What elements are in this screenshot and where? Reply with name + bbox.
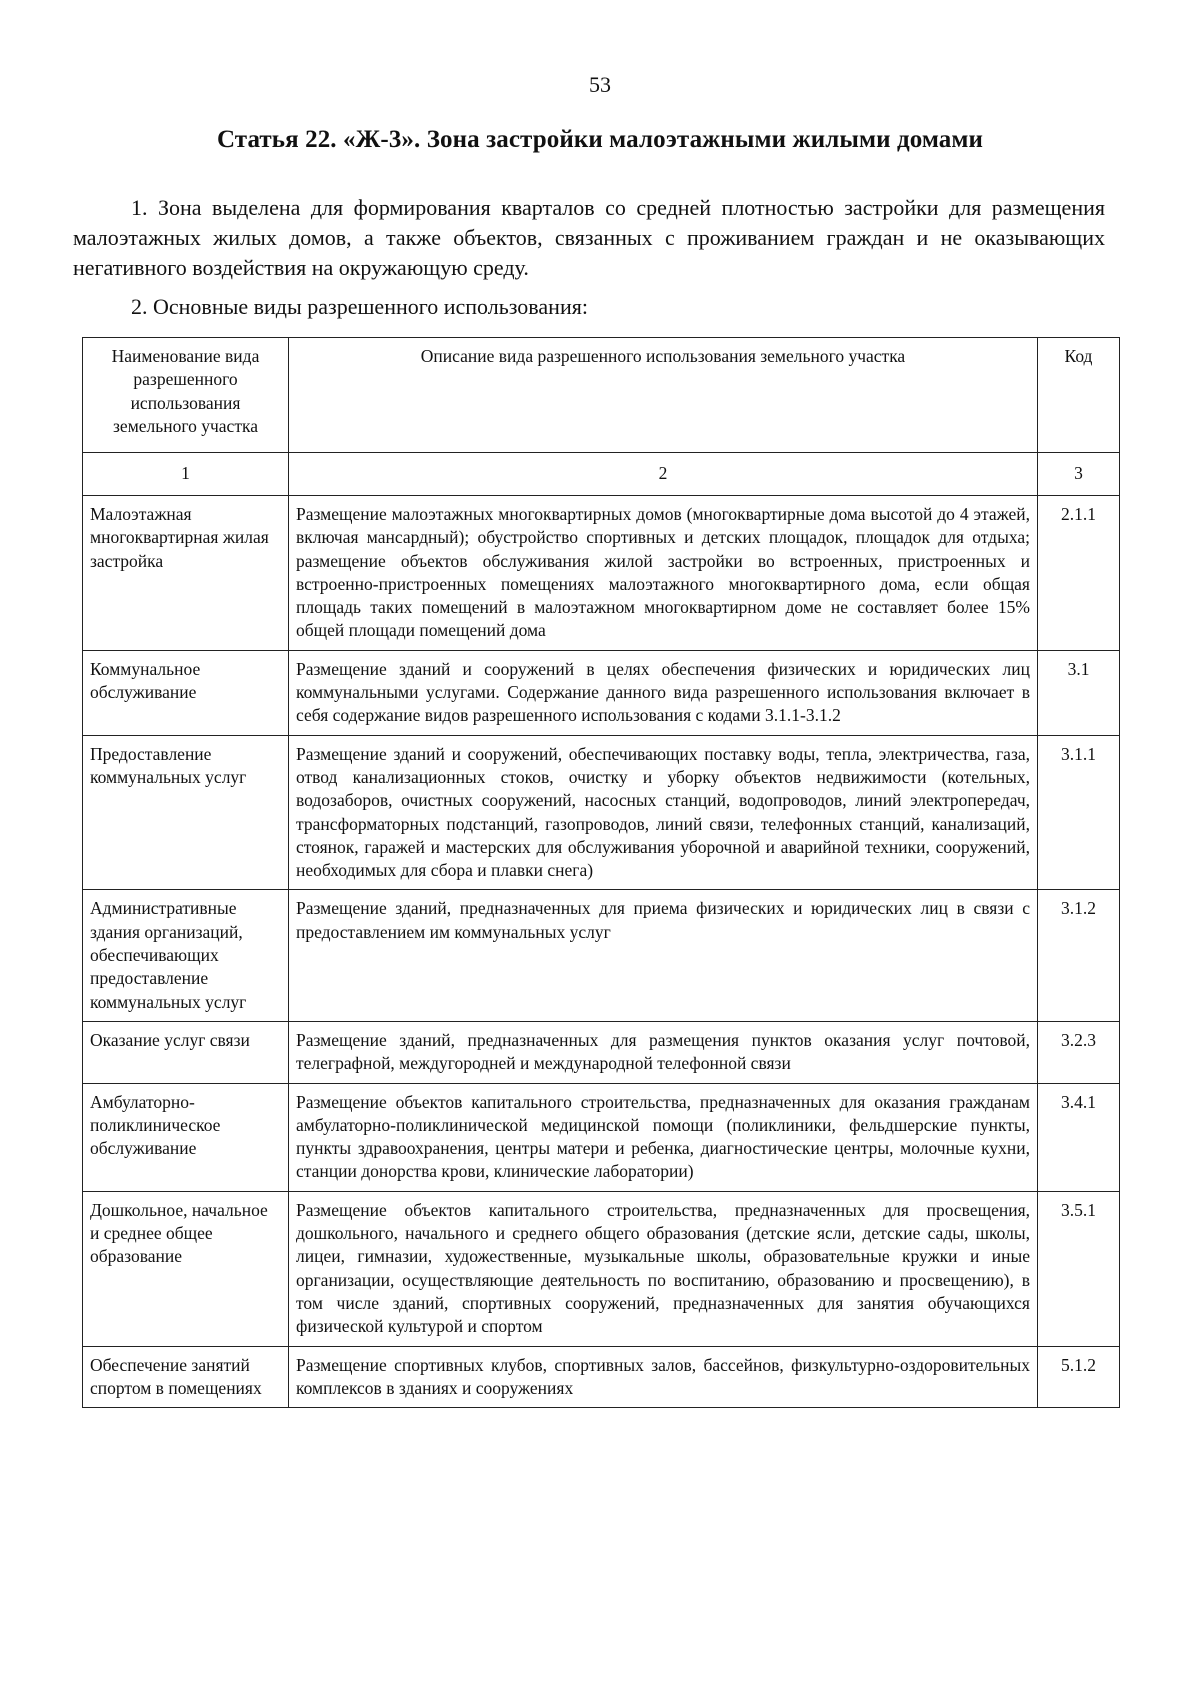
use-code: 2.1.1 bbox=[1038, 496, 1120, 651]
article-title: Статья 22. «Ж-3». Зона застройки малоэтажными жилыми домами bbox=[216, 126, 984, 153]
use-description: Размещение зданий, предназначенных для приема физических и юридических лиц в связи с предоставлением им коммунальных услуг bbox=[289, 890, 1038, 1021]
table-row bbox=[83, 650, 1120, 735]
column-number: 1 bbox=[83, 453, 289, 496]
use-name: Оказание услуг связи bbox=[83, 1021, 289, 1083]
use-code: 3.4.1 bbox=[1038, 1083, 1120, 1191]
use-code: 3.2.3 bbox=[1038, 1021, 1120, 1083]
use-name: Административные здания организаций, обеспечивающих предоставление коммунальных услуг bbox=[83, 890, 289, 1021]
use-name: Дошкольное, начальное и среднее общее образование bbox=[83, 1191, 289, 1346]
table-row bbox=[83, 1083, 1120, 1191]
header-description: Описание вида разрешенного использования земельного участка bbox=[289, 338, 1038, 453]
use-code: 3.5.1 bbox=[1038, 1191, 1120, 1346]
header-name: Наименование вида разрешенного использования земельного участка bbox=[83, 338, 289, 453]
use-description: Размещение зданий и сооружений в целях обеспечения физических и юридических лиц коммунальными услугами. Содержание данного вида разрешенного использования включает в себя содержание видов разрешенного использования с кодами 3.1.1-3.1.2 bbox=[289, 650, 1038, 735]
use-description: Размещение спортивных клубов, спортивных залов, бассейнов, физкультурно-оздоровительных комплексов в зданиях и сооружениях bbox=[289, 1346, 1038, 1408]
table-row bbox=[83, 1021, 1120, 1083]
use-name: Амбулаторно-поликлиническое обслуживание bbox=[83, 1083, 289, 1191]
table-row bbox=[83, 1346, 1120, 1408]
use-code: 3.1 bbox=[1038, 650, 1120, 735]
header-code: Код bbox=[1038, 338, 1120, 453]
use-description: Размещение объектов капитального строительства, предназначенных для оказания гражданам амбулаторно-поликлинической медицинской помощи (поликлиники, фельдшерские пункты, пункты здравоохранения, центры матери и ребенка, диагностические центры, молочные кухни, станции донорства крови, клинические лаборатории) bbox=[289, 1083, 1038, 1191]
use-name: Предоставление коммунальных услуг bbox=[83, 735, 289, 890]
use-name: Коммунальное обслуживание bbox=[83, 650, 289, 735]
use-name: Малоэтажная многоквартирная жилая застройка bbox=[83, 496, 289, 651]
paragraph-zone-purpose: 1. Зона выделена для формирования кварталов со средней плотностью застройки для размещения малоэтажных жилых домов, а также объектов, связанных с проживанием граждан и не оказывающих негативного воздействия на окружающую среду. bbox=[73, 195, 1105, 280]
table-row bbox=[83, 496, 1120, 651]
table-row bbox=[83, 1191, 1120, 1346]
page-number: 53 bbox=[589, 72, 611, 97]
use-code: 3.1.2 bbox=[1038, 890, 1120, 1021]
table-row bbox=[83, 735, 1120, 890]
use-description: Размещение малоэтажных многоквартирных домов (многоквартирные дома высотой до 4 этажей, включая мансардный); обустройство спортивных и детских площадок, площадок для отдыха; размещение объектов обслуживания жилой застройки во встроенных, пристроенных и встроенно-пристроенных помещениях малоэтажного многоквартирного дома, если общая площадь таких помещений в малоэтажном многоквартирном доме не составляет более 15% общей площади помещений дома bbox=[289, 496, 1038, 651]
column-number: 2 bbox=[289, 453, 1038, 496]
table-header-row bbox=[83, 338, 1120, 453]
table-row bbox=[83, 890, 1120, 1021]
use-code: 5.1.2 bbox=[1038, 1346, 1120, 1408]
use-name: Обеспечение занятий спортом в помещениях bbox=[83, 1346, 289, 1408]
use-code: 3.1.1 bbox=[1038, 735, 1120, 890]
column-number: 3 bbox=[1038, 453, 1120, 496]
use-description: Размещение зданий и сооружений, обеспечивающих поставку воды, тепла, электричества, газа, отвод канализационных стоков, очистку и уборку объектов недвижимости (котельных, водозаборов, очистных сооружений, насосных станций, водопроводов, линий электропередач, трансформаторных подстанций, газопроводов, линий связи, телефонных станций, канализаций, стоянок, гаражей и мастерских для обслуживания уборочной и аварийной техники, сооружений, необходимых для сбора и плавки снега) bbox=[289, 735, 1038, 890]
use-description: Размещение объектов капитального строительства, предназначенных для просвещения, дошкольного, начального и среднего общего образования (детские ясли, детские сады, школы, лицеи, гимназии, художественные, музыкальные школы, образовательные кружки и иные организации, осуществляющие деятельность по воспитанию, образованию и просвещению), в том числе зданий, спортивных сооружений, предназначенных для занятия обучающихся физической культурой и спортом bbox=[289, 1191, 1038, 1346]
paragraph-main-uses: 2. Основные виды разрешенного использования: bbox=[131, 294, 588, 319]
table-column-numbers-row bbox=[83, 453, 1120, 496]
use-description: Размещение зданий, предназначенных для размещения пунктов оказания услуг почтовой, телеграфной, междугородней и международной телефонной связи bbox=[289, 1021, 1038, 1083]
permitted-uses-table bbox=[82, 337, 1120, 1408]
